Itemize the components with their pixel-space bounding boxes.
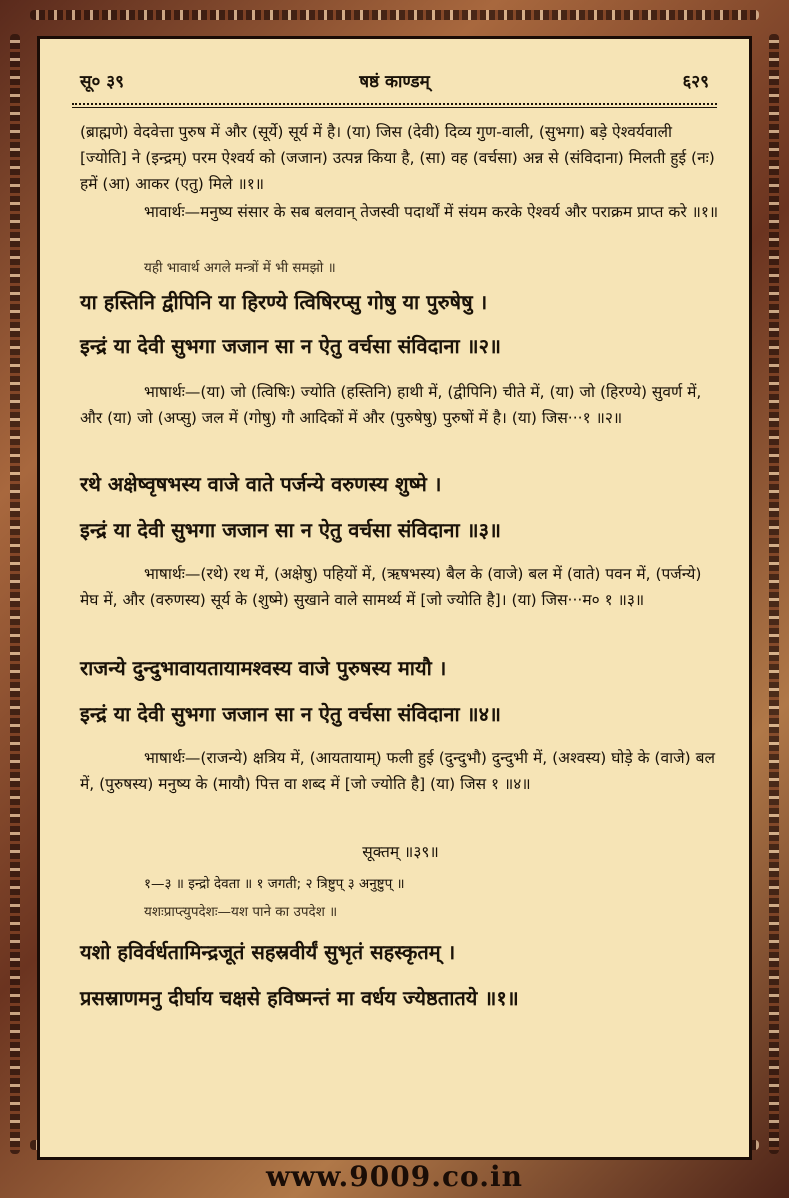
bhashartha-4: भाषार्थः—(राजन्ये) क्षत्रिय में, (आयतायाम्) फली हुई (दुन्दुभौ) दुन्दुभी में, (अश्वस्य) घोड़े के (वाजे) बल में, (पुरुषस्य) मनुष्य के (मायौ) पित्त वा शब्द में [जो ज्योति है] (या) जिस १ ॥४॥ [80, 749, 715, 793]
page-header [80, 69, 709, 95]
right-border-ornament [769, 34, 779, 1154]
topic-line: यशःप्राप्त्युपदेशः—यश पाने का उपदेश ॥ [144, 904, 338, 920]
header-rule [72, 107, 717, 108]
deity-metre-line: १—३ ॥ इन्द्रो देवता ॥ १ जगती; २ त्रिष्टुप् ३ अनुष्टुप् ॥ [144, 876, 405, 892]
commentary-paragraph-1: (ब्राह्मणे) वेदवेत्ता पुरुष में और (सूर्ये) सूर्य में है। (या) जिस (देवी) दिव्य गुण-वाली, (सुभगा) बड़े ऐश्वर्यवाली [ज्योति] ने (इन्द्रम्) परम ऐश्वर्य को (जजान) उत्पन्न किया है, (सा) वह (वर्चसा) अन्न से (संविदाना) मिलती हुई (नः) हमें (आ) आकर (एतु) मिले ॥१॥ [80, 123, 715, 193]
scripture-page [37, 36, 752, 1160]
header-dotted-rule [72, 103, 717, 105]
kanda-title: षष्ठं काण्डम् [359, 72, 430, 92]
bhashartha-2: भाषार्थः—(या) जो (त्विषिः) ज्योति (हस्तिनि) हाथी में, (द्वीपिनि) चीते में, (या) जो (हिरण्ये) सुवर्ण में, और (या) जो (अप्सु) जल में (गोषु) गौ आदिकों में और (पुरुषेषु) पुरुषों में है। (या) जिस···१ ॥२॥ [80, 383, 702, 427]
mantra-2-line-1: या हस्तिनि द्वीपिनि या हिरण्ये त्विषिरप्सु गोषु या पुरुषेषु । [80, 290, 488, 314]
website-url[interactable]: www.9009.co.in [266, 1160, 523, 1193]
mantra-5-line-2: प्रसस्राणमनु दीर्घाय चक्षसे हविष्मन्तं मा वर्धय ज्येष्ठतातये ॥१॥ [80, 986, 519, 1010]
page-number: ६२९ [682, 72, 709, 92]
left-border-ornament [10, 34, 20, 1154]
mantra-5-line-1: यशो हविर्वर्धतामिन्द्रजूतं सहस्रवीर्यं सुभृतं सहस्कृतम् । [80, 940, 456, 964]
mantra-3-line-1: रथे अक्षेष्वृषभस्य वाजे वाते पर्जन्ये वरुणस्य शुष्मे । [80, 472, 442, 496]
mantra-2-line-2: इन्द्रं या देवी सुभगा जजान सा न ऐतु वर्चसा संविदाना ॥२॥ [80, 334, 501, 358]
mantra-4-line-2: इन्द्रं या देवी सुभगा जजान सा न ऐतु वर्चसा संविदाना ॥४॥ [80, 702, 501, 726]
top-border-ornament [30, 10, 759, 20]
bhashartha-3: भाषार्थः—(रथे) रथ में, (अक्षेषु) पहियों में, (ऋषभस्य) बैल के (वाजे) बल में (वाते) पवन में, (पर्जन्ये) मेघ में, और (वरुणस्य) सूर्य के (शुष्मे) सुखाने वाले सामर्थ्य में [जो ज्योति है]। (या) जिस···म० १ ॥३॥ [80, 565, 702, 609]
mantra-4-line-1: राजन्ये दुन्दुभावायतायामश्वस्य वाजे पुरुषस्य मायौ । [80, 656, 447, 680]
mantra-3-line-2: इन्द्रं या देवी सुभगा जजान सा न ऐतु वर्चसा संविदाना ॥३॥ [80, 518, 501, 542]
sukta-reference: सू० ३९ [80, 72, 124, 92]
bhavartha-1: भावार्थः—मनुष्य संसार के सब बलवान् तेजस्वी पदार्थों में संयम करके ऐश्वर्य और पराक्रम प्राप्त करे ॥१॥ [144, 203, 719, 221]
sukta-heading: सूक्तम् ॥३९॥ [362, 843, 439, 861]
bhavartha-note: यही भावार्थ अगले मन्त्रों में भी समझो ॥ [144, 260, 336, 276]
